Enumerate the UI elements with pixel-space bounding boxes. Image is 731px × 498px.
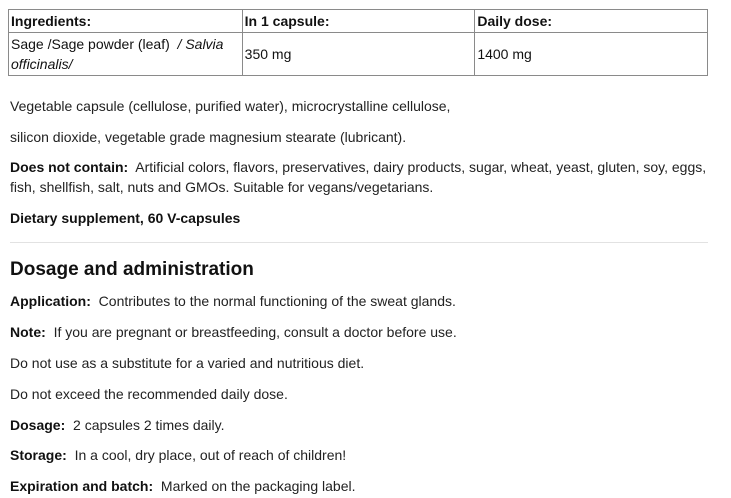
does-not-contain-label: Does not contain:: [10, 159, 129, 175]
ingredient-latin-name: / Salvia officinalis/: [11, 36, 224, 72]
storage-text: In a cool, dry place, out of reach of children!: [74, 447, 347, 463]
expiration-label: Expiration and batch:: [10, 478, 154, 494]
does-not-contain-paragraph: [10, 157, 710, 197]
ingredient-cell: [9, 33, 243, 76]
expiration-text: Marked on the packaging label.: [160, 478, 356, 494]
header-per-capsule: In 1 capsule:: [242, 10, 475, 33]
note-line: [10, 322, 457, 342]
per-capsule-value: 350 mg: [242, 33, 475, 76]
product-type: Dietary supplement, 60 V-capsules: [10, 210, 241, 226]
table-row: [9, 33, 708, 76]
dosage-label: Dosage:: [10, 417, 66, 433]
table-header-row: [9, 10, 708, 33]
expiration-line: [10, 476, 355, 496]
application-line: [10, 291, 456, 311]
dosage-line: [10, 415, 225, 435]
application-text: Contributes to the normal functioning of the sweat glands.: [98, 293, 456, 309]
application-label: Application:: [10, 293, 91, 309]
ingredient-name: Sage /Sage powder (leaf): [11, 36, 170, 52]
daily-dose-value: 1400 mg: [475, 33, 708, 76]
dosage-section-title: Dosage and administration: [10, 259, 254, 280]
warning-substitute: Do not use as a substitute for a varied and nutritious diet.: [10, 355, 365, 371]
storage-label: Storage:: [10, 447, 67, 463]
does-not-contain-text: Artificial colors, flavors, preservatives, dairy products, sugar, wheat, yeast, gluten, soy, eggs, fish, shellfish, salt, nuts and GMOs. Suitable for vegans/vegetarians.: [10, 159, 707, 195]
dosage-text: 2 capsules 2 times daily.: [73, 417, 225, 433]
header-ingredients: Ingredients:: [9, 10, 243, 33]
composition-line-2: silicon dioxide, vegetable grade magnesium stearate (lubricant).: [10, 129, 407, 145]
header-daily-dose: Daily dose:: [475, 10, 708, 33]
note-label: Note:: [10, 324, 46, 340]
ingredients-table: [8, 9, 708, 76]
composition-line-1: Vegetable capsule (cellulose, purified water), microcrystalline cellulose,: [10, 98, 451, 114]
warning-daily-dose: Do not exceed the recommended daily dose.: [10, 386, 288, 402]
storage-line: [10, 445, 346, 465]
note-text: If you are pregnant or breastfeeding, consult a doctor before use.: [53, 324, 457, 340]
section-divider: [10, 242, 708, 243]
